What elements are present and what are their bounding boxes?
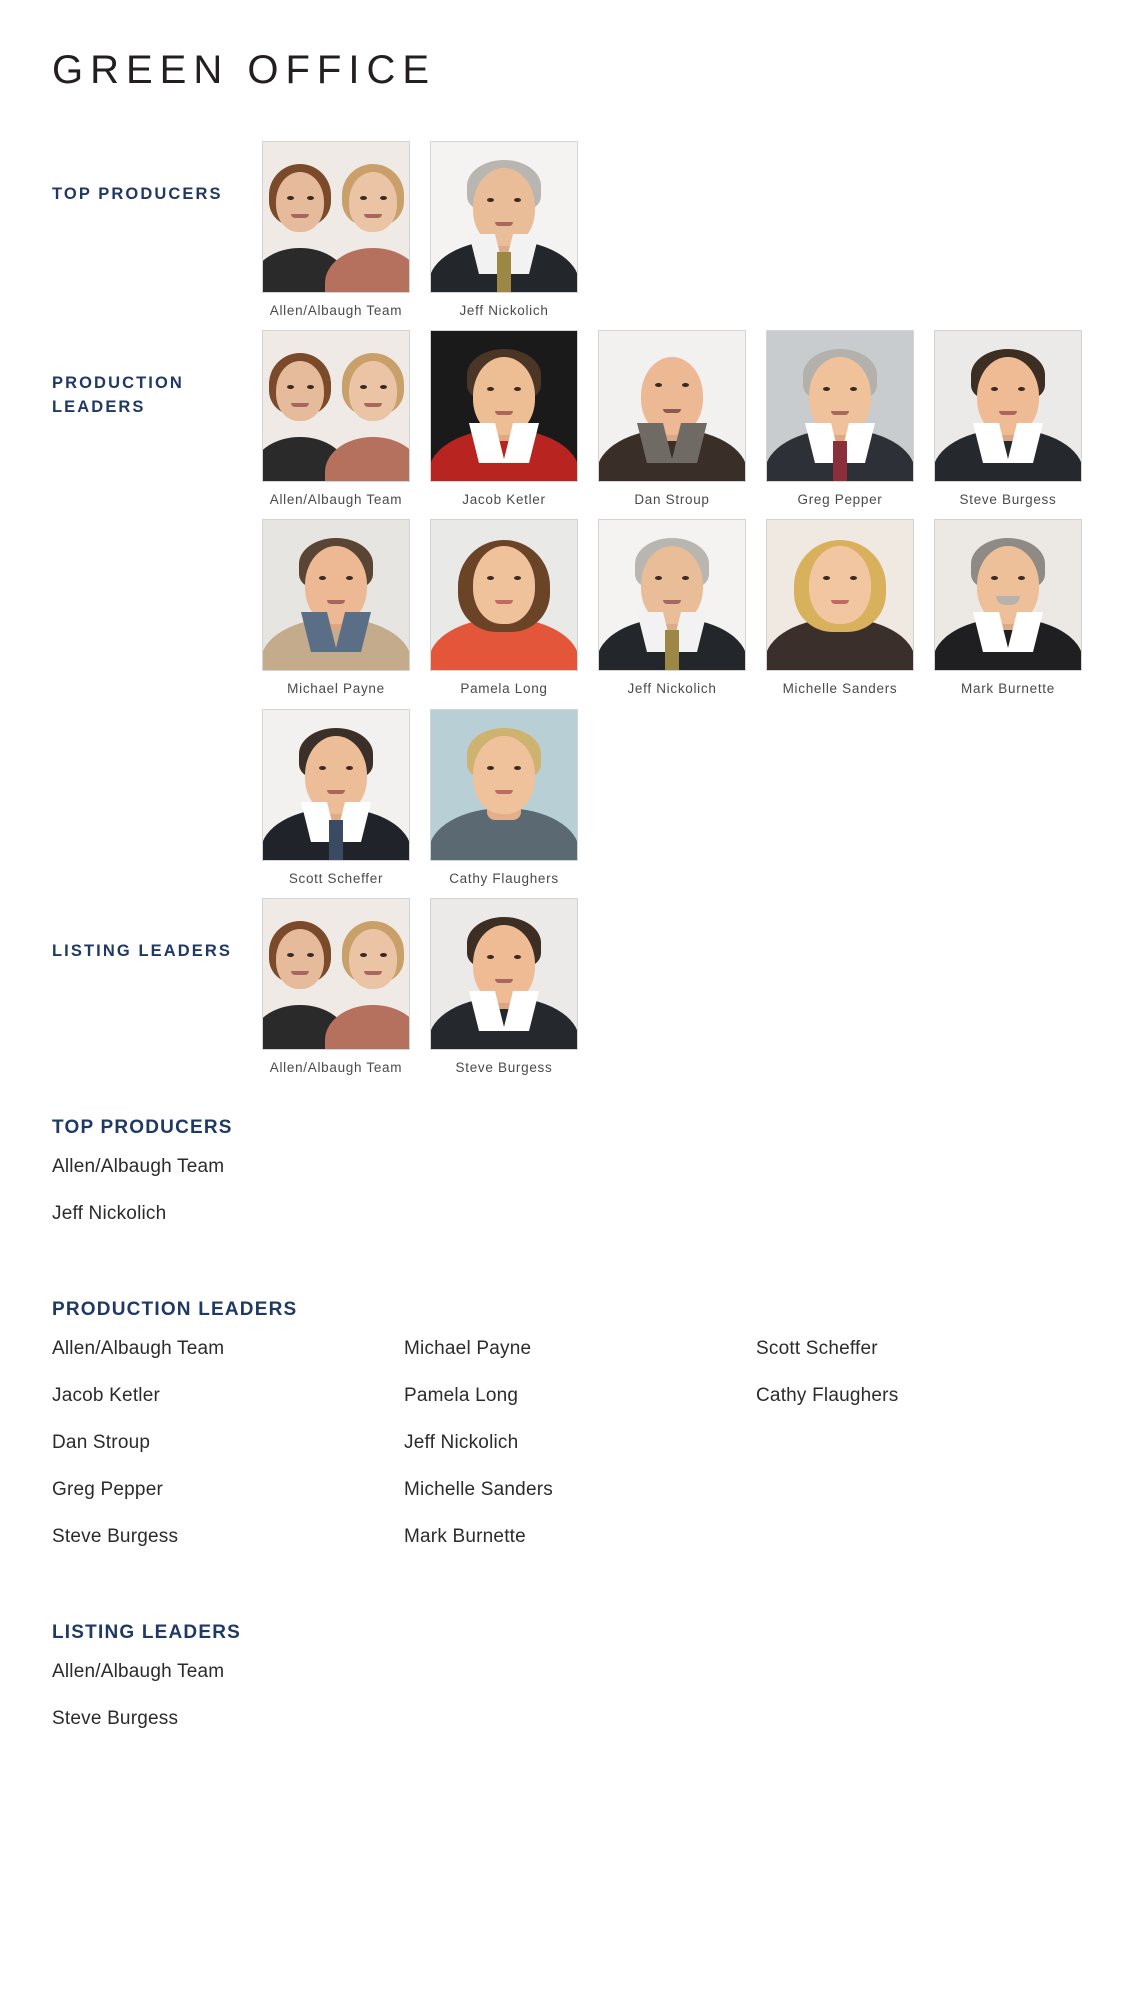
photo-caption: Steve Burgess — [455, 1059, 553, 1075]
person-card[interactable] — [924, 330, 1092, 509]
person-card[interactable] — [924, 519, 1092, 698]
list-item: Allen/Albaugh Team — [52, 1156, 225, 1178]
row-label-empty — [52, 519, 252, 561]
photo-caption: Dan Stroup — [634, 492, 710, 508]
portrait-photo — [766, 330, 914, 482]
portrait-photo — [430, 519, 578, 671]
row-label-empty — [52, 709, 252, 751]
photo-caption: Steve Burgess — [959, 492, 1057, 508]
photo-caption: Allen/Albaugh Team — [269, 492, 403, 508]
name-columns — [52, 1339, 1093, 1574]
list-item: Steve Burgess — [52, 1708, 179, 1730]
person-card[interactable] — [756, 330, 924, 509]
list-item: Michelle Sanders — [404, 1479, 553, 1501]
photo-caption: Allen/Albaugh Team — [269, 303, 403, 318]
photo-board — [0, 141, 1145, 1077]
portrait-photo — [934, 330, 1082, 482]
portrait-photo — [598, 519, 746, 671]
portrait-photo — [430, 898, 578, 1050]
name-columns — [52, 1157, 1093, 1251]
card-group — [252, 330, 1092, 509]
portrait-photo — [262, 709, 410, 861]
portrait-photo — [598, 330, 746, 482]
photo-caption: Mark Burnette — [961, 681, 1055, 697]
portrait-photo — [430, 330, 578, 482]
portrait-photo — [262, 519, 410, 671]
card-group — [252, 898, 588, 1077]
name-column — [756, 1157, 1108, 1251]
list-heading: PRODUCTION LEADERS — [52, 1299, 298, 1321]
portrait-photo — [262, 330, 410, 482]
person-card[interactable] — [588, 519, 756, 698]
portrait-photo — [430, 141, 578, 293]
card-group — [252, 141, 588, 320]
list-item: Scott Scheffer — [756, 1338, 878, 1360]
portrait-photo — [262, 898, 410, 1050]
photo-caption: Scott Scheffer — [288, 870, 384, 886]
photo-caption: Jacob Ketler — [462, 492, 546, 508]
person-card[interactable] — [756, 519, 924, 698]
board-row — [52, 898, 1145, 1077]
list-block-top-producers — [52, 1117, 1093, 1251]
photo-caption: Greg Pepper — [797, 492, 883, 508]
name-column — [756, 1662, 1108, 1756]
list-item: Cathy Flaughers — [756, 1385, 899, 1407]
photo-caption: Pamela Long — [460, 681, 548, 697]
photo-caption: Michael Payne — [287, 681, 385, 697]
person-card[interactable] — [420, 519, 588, 698]
card-group — [252, 709, 588, 888]
name-column — [404, 1339, 756, 1574]
list-item: Mark Burnette — [404, 1526, 526, 1548]
list-heading: LISTING LEADERS — [52, 1622, 242, 1644]
photo-caption: Cathy Flaughers — [449, 870, 559, 886]
person-card[interactable] — [252, 709, 420, 888]
person-card[interactable] — [252, 898, 420, 1077]
list-item: Michael Payne — [404, 1338, 532, 1360]
list-item: Dan Stroup — [52, 1432, 151, 1454]
name-lists — [0, 1117, 1145, 1834]
list-item: Allen/Albaugh Team — [52, 1338, 225, 1360]
list-item: Jeff Nickolich — [404, 1432, 519, 1454]
portrait-photo — [766, 519, 914, 671]
person-card[interactable] — [420, 330, 588, 509]
person-card[interactable] — [588, 330, 756, 509]
name-column — [404, 1157, 756, 1251]
person-card[interactable] — [252, 519, 420, 698]
name-column — [52, 1157, 404, 1251]
list-item: Jeff Nickolich — [52, 1203, 167, 1225]
photo-caption: Jeff Nickolich — [459, 303, 549, 318]
name-column — [404, 1662, 756, 1756]
board-row — [52, 519, 1145, 698]
name-column — [52, 1339, 404, 1574]
page-title: GREEN OFFICE — [52, 48, 437, 92]
list-item: Jacob Ketler — [52, 1385, 161, 1407]
board-row — [52, 330, 1145, 509]
list-heading: TOP PRODUCERS — [52, 1117, 233, 1139]
list-item: Allen/Albaugh Team — [52, 1661, 225, 1683]
portrait-photo — [934, 519, 1082, 671]
person-card[interactable] — [420, 141, 588, 320]
portrait-photo — [430, 709, 578, 861]
person-card[interactable] — [420, 709, 588, 888]
card-group — [252, 519, 1092, 698]
list-block-listing-leaders — [52, 1622, 1093, 1756]
portrait-photo — [262, 141, 410, 293]
row-label-production-leaders: PRODUCTION LEADERS — [52, 374, 184, 417]
photo-caption: Jeff Nickolich — [627, 681, 717, 697]
name-columns — [52, 1662, 1093, 1756]
row-label-listing-leaders: LISTING LEADERS — [52, 941, 233, 960]
person-card[interactable] — [420, 898, 588, 1077]
person-card[interactable] — [252, 141, 420, 320]
list-item: Greg Pepper — [52, 1479, 163, 1501]
board-row — [52, 709, 1145, 888]
name-column — [52, 1662, 404, 1756]
photo-caption: Allen/Albaugh Team — [269, 1059, 403, 1075]
list-item: Pamela Long — [404, 1385, 519, 1407]
list-block-production-leaders — [52, 1299, 1093, 1574]
person-card[interactable] — [252, 330, 420, 509]
name-column — [756, 1339, 1108, 1574]
list-item: Steve Burgess — [52, 1526, 179, 1548]
board-row — [52, 141, 1145, 320]
photo-caption: Michelle Sanders — [782, 681, 898, 697]
row-label-top-producers: TOP PRODUCERS — [52, 185, 223, 203]
